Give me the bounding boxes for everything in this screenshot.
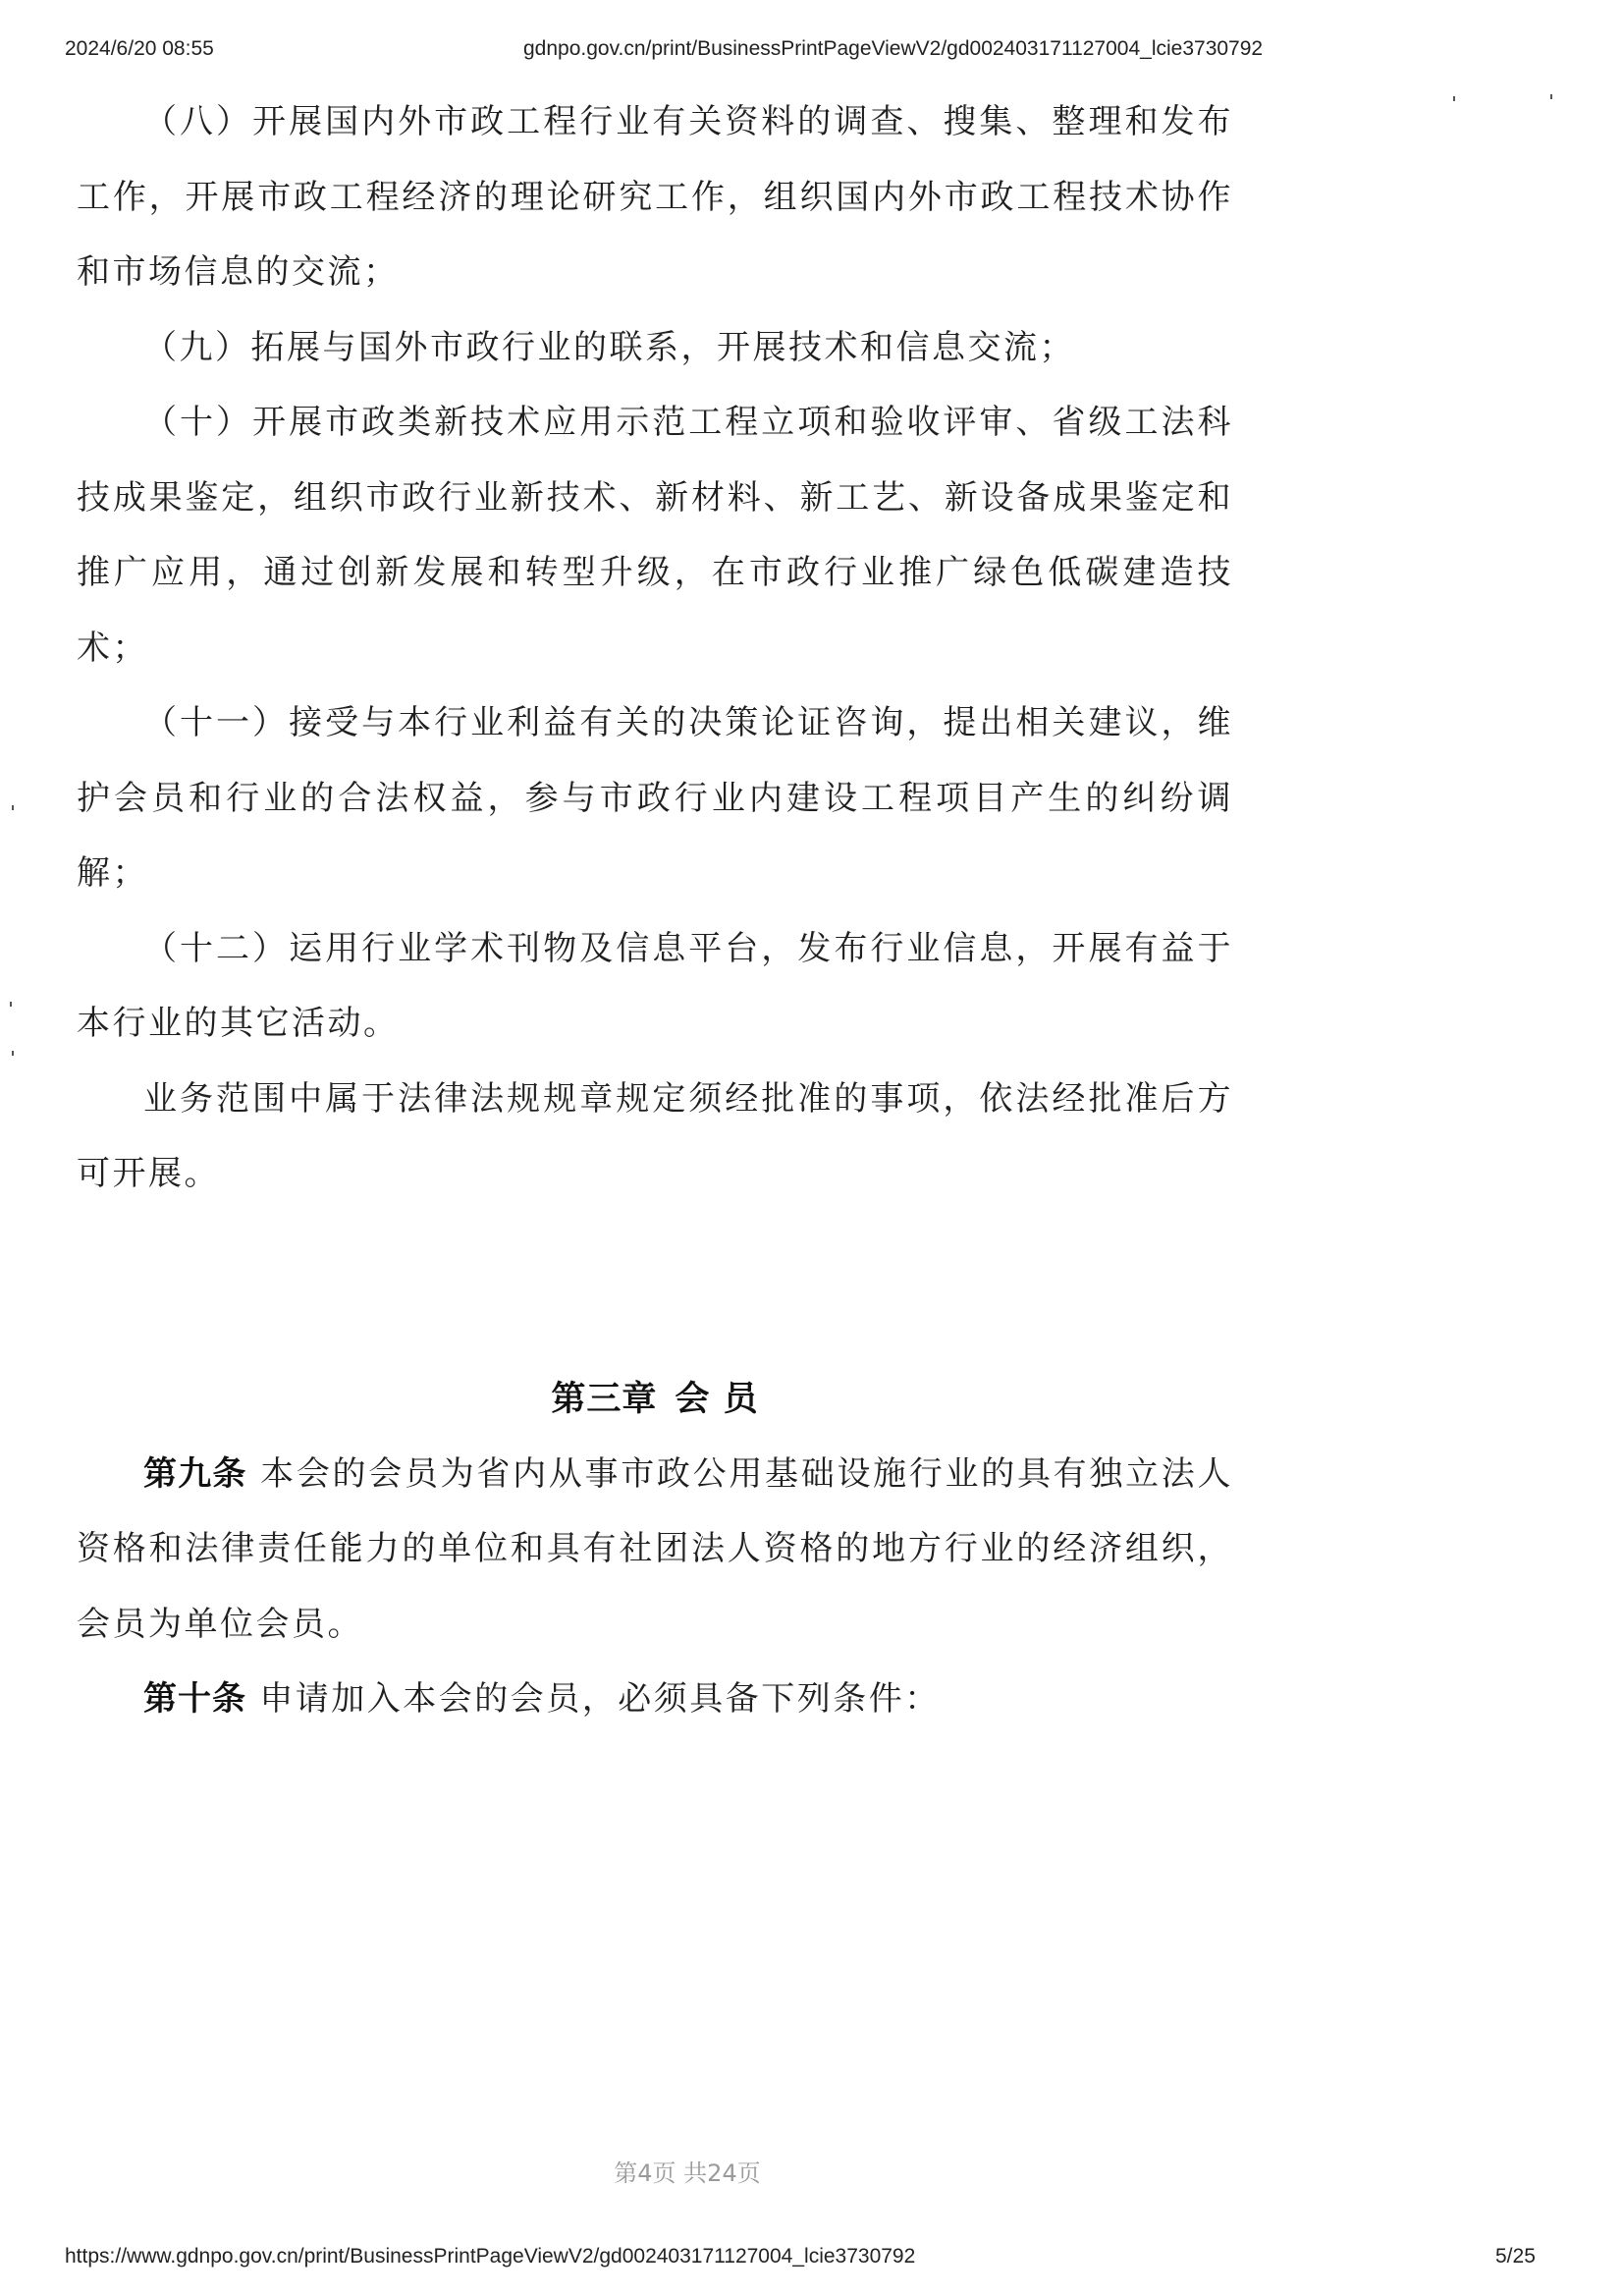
scan-speck	[10, 1002, 12, 1007]
print-footer-page: 5/25	[1495, 2245, 1536, 2268]
article-9	[77, 1437, 1233, 1663]
scan-speck	[1453, 96, 1455, 101]
article-9-label: 第九条	[143, 1453, 247, 1494]
chapter-heading	[77, 1362, 1233, 1437]
document-body	[77, 84, 1233, 1737]
business-item-10: （十）开展市政类新技术应用示范工程立项和验收评审、省级工法科技成果鉴定，组织市政行业新技术、新材料、新工艺、新设备成果鉴定和推广应用，通过创新发展和转型升级，在市政行业推广绿色低碳建造技术；	[77, 403, 1233, 668]
business-item-12: （十二）运用行业学术刊物及信息平台，发布行业信息，开展有益于本行业的其它活动。	[77, 928, 1233, 1043]
business-item-8: （八）开展国内外市政工程行业有关资料的调查、搜集、整理和发布工作，开展市政工程经济的理论研究工作，组织国内外市政工程技术协作和市场信息的交流；	[77, 102, 1233, 292]
print-footer-url: https://www.gdnpo.gov.cn/print/BusinessPrintPageViewV2/gd002403171127004_lcie3730792	[65, 2245, 916, 2268]
chapter-title: 会 员	[675, 1379, 759, 1419]
document-page-number: 第4页 共24页	[614, 2159, 761, 2187]
print-header-url: gdnpo.gov.cn/print/BusinessPrintPageViewV2/gd002403171127004_lcie3730792	[523, 37, 1264, 60]
scan-speck	[1550, 94, 1552, 99]
article-10-label: 第十条	[143, 1679, 246, 1719]
business-item-9: （九）拓展与国外市政行业的联系，开展技术和信息交流；	[143, 327, 1075, 367]
scan-speck	[12, 805, 14, 810]
business-item-11: （十一）接受与本行业利益有关的决策论证咨询，提出相关建议，维护会员和行业的合法权益，参与市政行业内建设工程项目产生的纠纷调解；	[77, 703, 1233, 893]
article-10	[77, 1662, 1233, 1737]
chapter-number: 第三章	[551, 1379, 658, 1419]
article-9-text: 本会的会员为省内从事市政公用基础设施行业的具有独立法人资格和法律责任能力的单位和具有社团法人资格的地方行业的经济组织，会员为单位会员。	[77, 1453, 1234, 1644]
article-10-text: 申请加入本会的会员，必须具备下列条件：	[259, 1679, 941, 1719]
section-gap	[77, 1212, 1233, 1362]
business-scope-note: 业务范围中属于法律法规规章规定须经批准的事项，依法经批准后方可开展。	[77, 1078, 1233, 1193]
print-header-datetime: 2024/6/20 08:55	[65, 37, 214, 60]
scan-speck	[12, 1051, 14, 1056]
